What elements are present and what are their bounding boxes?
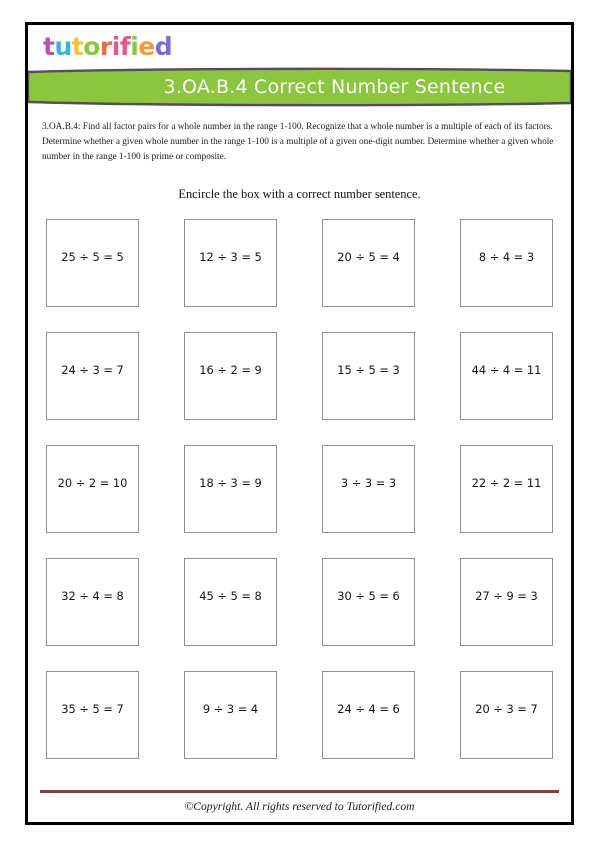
answer-box[interactable] [184,671,277,759]
page-footer [28,790,571,822]
footer-divider [40,790,559,793]
answer-box[interactable] [322,332,415,420]
logo-letter-4: r [99,31,112,61]
question-row [46,219,553,307]
logo-letter-6: f [119,31,131,61]
standard-description: 3.OA.B.4: Find all factor pairs for a whole number in the range 1-100. Recognize that a whole number is a multiple of each of its factors. Determine whether a given whole number in the range 1-100 is a multiple of a given one-digit number. Determine whether a given whole number in the range 1-100 is prime or composite. [42,122,554,163]
logo-letter-0: t [43,31,55,61]
number-sentence: 3 ÷ 3 = 3 [340,476,397,491]
logo-letter-8: e [138,31,155,61]
number-sentence: 16 ÷ 2 = 9 [199,363,262,378]
number-sentence: 12 ÷ 3 = 5 [199,250,262,265]
question-row [46,671,553,759]
number-sentence: 32 ÷ 4 = 8 [61,589,124,604]
tutorified-logo [43,31,173,61]
answer-box[interactable] [46,219,139,307]
number-sentence: 22 ÷ 2 = 11 [471,476,542,491]
number-sentence: 44 ÷ 4 = 11 [471,363,542,378]
number-sentence: 9 ÷ 3 = 4 [202,702,259,717]
worksheet-page [25,22,574,825]
answer-box[interactable] [46,671,139,759]
answer-box[interactable] [460,219,553,307]
number-sentence: 30 ÷ 5 = 6 [337,589,400,604]
question-row [46,445,553,533]
answer-box[interactable] [184,445,277,533]
answer-box[interactable] [460,445,553,533]
number-sentence: 45 ÷ 5 = 8 [199,589,262,604]
worksheet-title: 3.OA.B.4 Correct Number Sentence [163,76,506,98]
answer-box[interactable] [322,219,415,307]
logo-letter-7: i [130,31,139,61]
answer-box[interactable] [46,558,139,646]
question-grid [46,219,553,759]
answer-box[interactable] [460,332,553,420]
number-sentence: 24 ÷ 4 = 6 [337,702,400,717]
instruction-text: Encircle the box with a correct number sentence. [178,187,421,202]
logo-letter-9: d [154,31,173,61]
answer-box[interactable] [322,445,415,533]
answer-box[interactable] [460,671,553,759]
question-row [46,558,553,646]
answer-box[interactable] [322,671,415,759]
answer-box[interactable] [184,558,277,646]
number-sentence: 35 ÷ 5 = 7 [61,702,124,717]
logo-letter-1: u [54,31,72,61]
number-sentence: 25 ÷ 5 = 5 [61,250,124,265]
logo-letter-5: i [111,31,120,61]
number-sentence: 20 ÷ 5 = 4 [337,250,400,265]
number-sentence: 15 ÷ 5 = 3 [337,363,400,378]
number-sentence: 20 ÷ 2 = 10 [57,476,128,491]
answer-box[interactable] [184,219,277,307]
number-sentence: 24 ÷ 3 = 7 [61,363,124,378]
answer-box[interactable] [322,558,415,646]
number-sentence: 8 ÷ 4 = 3 [478,250,535,265]
answer-box[interactable] [46,332,139,420]
logo-letter-3: o [83,31,100,61]
answer-box[interactable] [184,332,277,420]
answer-box[interactable] [460,558,553,646]
number-sentence: 18 ÷ 3 = 9 [199,476,262,491]
title-banner [28,67,571,107]
number-sentence: 20 ÷ 3 = 7 [475,702,538,717]
question-row [46,332,553,420]
number-sentence: 27 ÷ 9 = 3 [475,589,538,604]
copyright-text: ©Copyright. All rights reserved to Tutorified.com [184,800,415,813]
answer-box[interactable] [46,445,139,533]
logo-bar [28,25,571,67]
logo-letter-2: t [71,31,84,61]
